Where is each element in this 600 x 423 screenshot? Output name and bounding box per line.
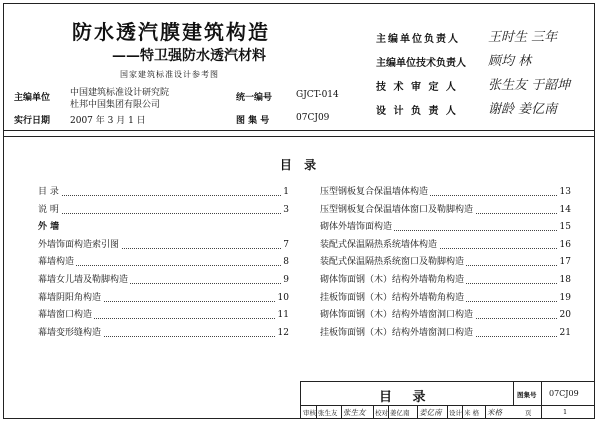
toc-heading: 目 录 — [279, 158, 321, 172]
toc-entry[interactable]: 砌体外墙饰面构造 15 — [318, 219, 573, 237]
review-label: 审核 — [303, 409, 316, 417]
toc-entry[interactable]: 砌体饰面钢（木）结构外墙窗洞口构造 20 — [318, 307, 573, 325]
page-subtitle: ——特卫强防水透汽材料 — [112, 48, 266, 64]
toc-entry[interactable]: 外墙饰面构造索引图 7 — [36, 237, 291, 255]
toc-section-heading: 外 墙 — [36, 219, 291, 237]
resp-label-4: 设 计 负 责 人 — [376, 106, 458, 117]
editor-line-2: 杜邦中国集团有限公司 — [70, 100, 161, 110]
toc-right-column — [318, 184, 573, 342]
toc-entry[interactable]: 砌体饰面钢（木）结构外墙勒角构造 18 — [318, 272, 573, 290]
toc-entry[interactable]: 幕墙阴阳角构造 10 — [36, 290, 291, 308]
page-title: 防水透汽膜建筑构造 — [72, 20, 270, 44]
resp-label-2: 主编单位技术负责人 — [376, 58, 466, 69]
toc-entry[interactable]: 幕墙女儿墙及勒脚构造 9 — [36, 272, 291, 290]
header-divider-inner — [3, 136, 595, 137]
resp-label-3: 技 术 审 定 人 — [376, 82, 458, 93]
header-divider — [3, 130, 595, 131]
design-label: 设计 — [449, 409, 462, 417]
toc-entry[interactable]: 挂板饰面钢（木）结构外墙勒角构造 19 — [318, 290, 573, 308]
page-value: 1 — [563, 408, 568, 416]
toc-entry[interactable]: 幕墙变形缝构造 12 — [36, 325, 291, 343]
review-signature: 张生友 — [343, 408, 366, 417]
toc-entry[interactable]: 目 录 1 — [36, 184, 291, 202]
signature-2: 顾均 林 — [488, 54, 532, 69]
editor-label: 主编单位 — [14, 93, 51, 103]
atlas-value: 07CJ09 — [549, 389, 579, 398]
signature-4: 谢龄 姜亿南 — [488, 102, 558, 117]
date-label: 实行日期 — [14, 116, 51, 126]
unified-no-value: GJCT-014 — [296, 90, 339, 100]
toc-entry[interactable]: 幕墙构造 8 — [36, 254, 291, 272]
toc-entry[interactable]: 压型钢板复合保温墙体窗口及勒脚构造 14 — [318, 202, 573, 220]
design-name: 米 格 — [464, 409, 480, 417]
toc-entry[interactable]: 挂板饰面钢（木）结构外墙窗洞口构造 21 — [318, 325, 573, 343]
unified-no-label: 统一编号 — [236, 93, 273, 103]
toc-entry[interactable]: 幕墙窗口构造 11 — [36, 307, 291, 325]
title-block-title: 目 录 — [379, 390, 434, 405]
atlas-no-label: 图 集 号 — [236, 116, 270, 126]
toc-entry[interactable]: 压型钢板复合保温墙体构造 13 — [318, 184, 573, 202]
check-signature: 姜亿南 — [419, 408, 442, 417]
page-label: 页 — [525, 409, 532, 417]
toc-left-column — [36, 184, 291, 342]
check-label: 校对 — [375, 409, 388, 417]
date-value: 2007 年 3 月 1 日 — [70, 116, 146, 126]
signature-1: 王时生 三年 — [488, 30, 558, 45]
editor-line-1: 中国建筑标准设计研究院 — [70, 88, 170, 98]
toc-entry[interactable]: 装配式保温隔热系统窗口及勒脚构造 17 — [318, 254, 573, 272]
title-block — [300, 381, 595, 419]
reference-label: 国家建筑标准设计参考图 — [120, 70, 219, 79]
review-name: 张生友 — [318, 409, 338, 417]
check-name: 姜亿南 — [390, 409, 410, 417]
toc-entry[interactable]: 装配式保温隔热系统墙体构造 16 — [318, 237, 573, 255]
atlas-label: 图集号 — [517, 391, 537, 399]
signature-3: 张生友 于韶坤 — [488, 78, 571, 93]
resp-label-1: 主编单位负责人 — [376, 34, 460, 45]
design-signature: 米格 — [487, 408, 502, 417]
atlas-no-value: 07CJ09 — [296, 113, 330, 123]
toc-entry[interactable]: 说 明 3 — [36, 202, 291, 220]
